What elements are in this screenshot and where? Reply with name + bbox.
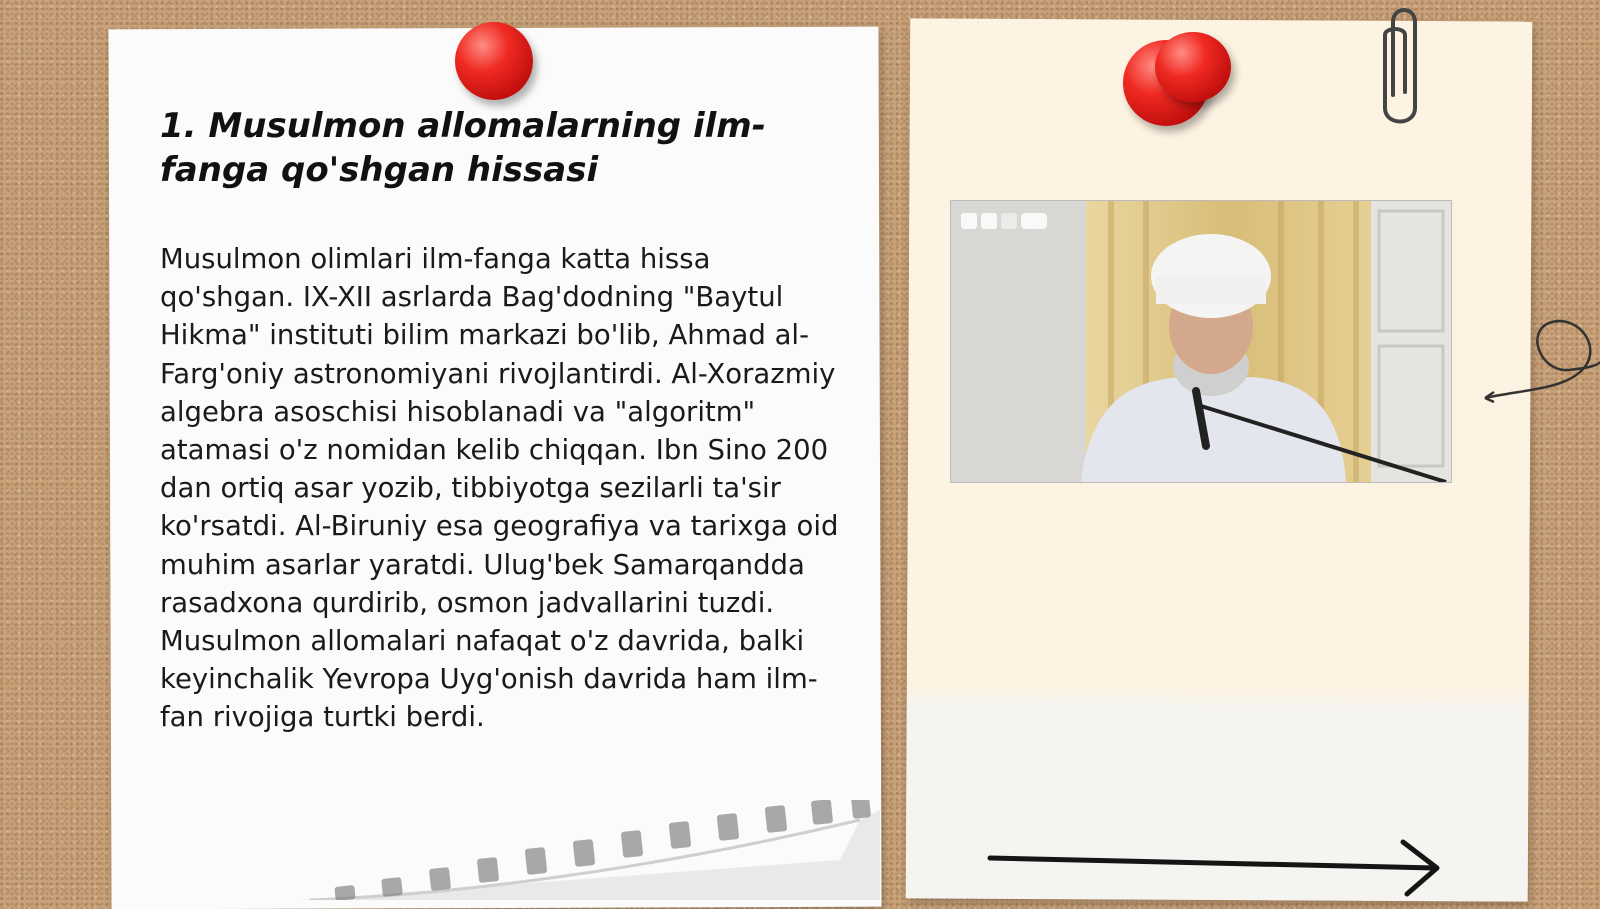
instagram-icon	[1001, 213, 1017, 229]
youtube-icon	[1021, 213, 1047, 229]
slide-title: 1. Musulmon allomalarning ilm-fanga qo'shgan hissasi	[160, 106, 766, 190]
push-pin-icon	[1155, 32, 1231, 102]
arrow-right-icon	[985, 838, 1450, 898]
slide-body-text: Musulmon olimlari ilm-fanga katta hissa qo'shgan. IX-XII asrlarda Bag'dodning "Baytul Hikma" instituti bilim markazi bo'lib, Ahmad al-Farg'oniy astronomiyani rivojlantirdi. Al-Xorazmiy algebra asoschisi hisoblanadi va "algoritm" atamasi o'z nomidan kelib chiqqan. Ibn Sino 200 dan ortiq asar yozib, tibbiyotga sezilarli ta'sir ko'rsatdi. Al-Biruniy esa geografiya va tarixga oid muhim asarlar yaratdi. Ulug'bek Samarqandda rasadxona qurdirib, osmon jadvallarini tuzdi. Musulmon allomalari nafaqat o'z davrida, balki keyinchalik Yevropa Uyg'onish davrida ham ilm-fan rivojiga turtki berdi.	[160, 243, 839, 734]
speaker-video-thumbnail[interactable]	[950, 200, 1452, 483]
facebook-icon	[961, 213, 977, 229]
swirl-arrow-doodle	[1480, 310, 1600, 410]
torn-paper-strip	[300, 800, 880, 900]
paper-clip-icon	[1375, 0, 1425, 125]
twitter-icon	[981, 213, 997, 229]
speaker-image	[951, 201, 1451, 482]
social-icons-overlay	[961, 213, 1047, 229]
push-pin-icon	[455, 22, 533, 100]
